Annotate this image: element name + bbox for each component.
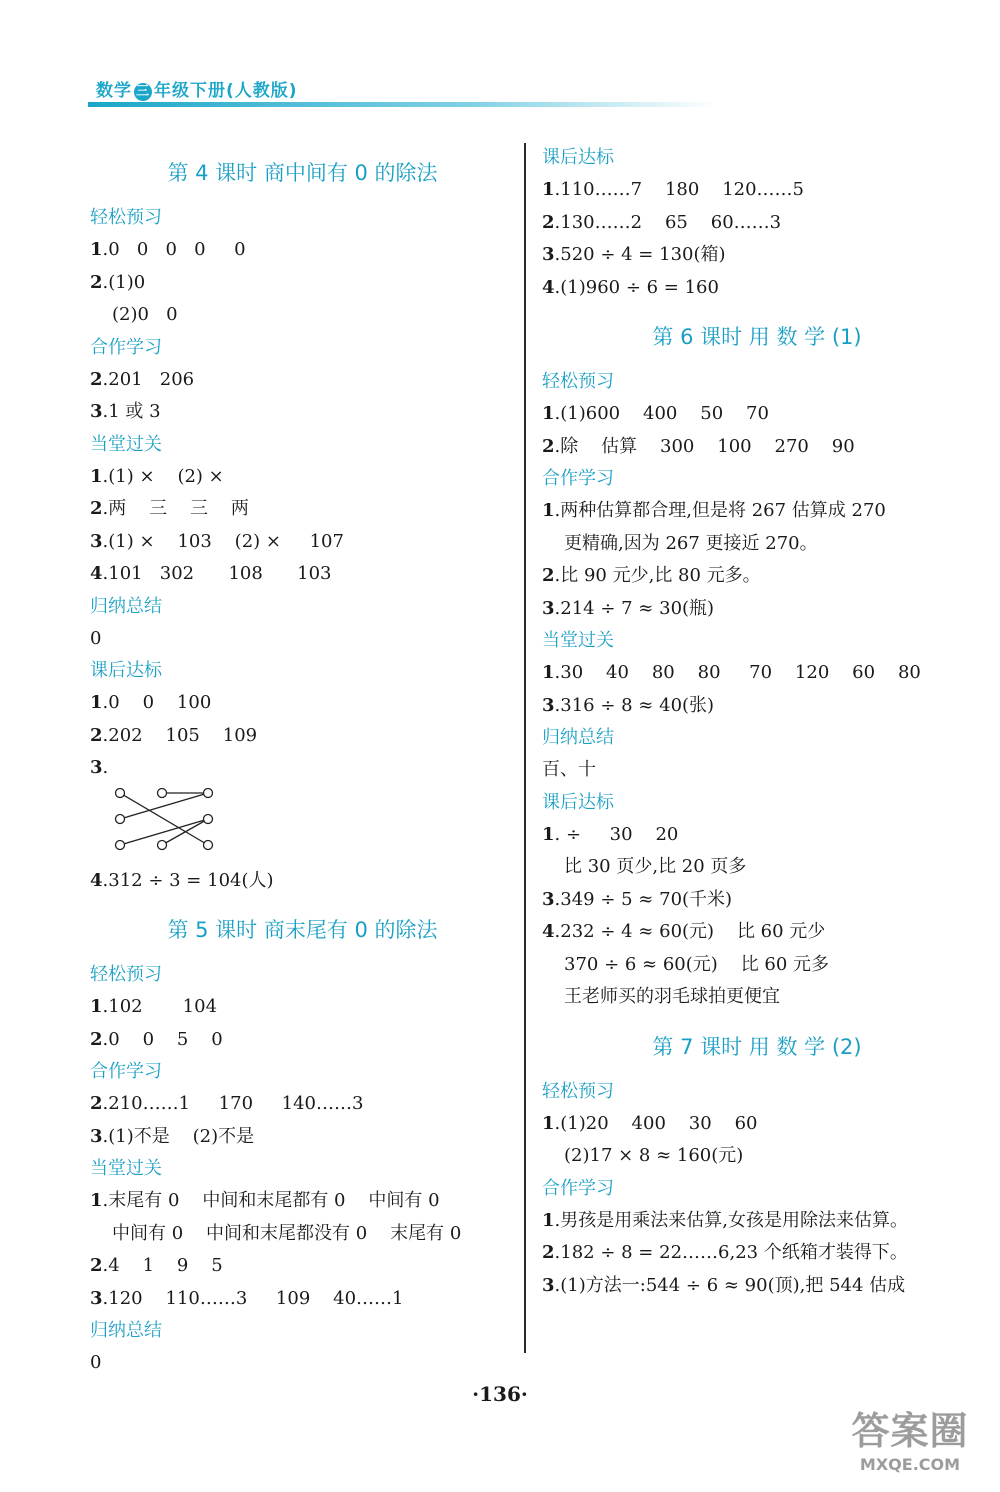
lesson-title: 第 4 课时 商中间有 0 的除法	[167, 161, 438, 185]
answer-with-figure	[90, 752, 515, 785]
item-number: 2	[90, 368, 103, 390]
answer-line	[542, 949, 972, 982]
answer-line	[90, 526, 515, 559]
item-number: 1	[542, 500, 555, 521]
answer-text: .(1)0	[102, 271, 146, 293]
answer-text: .	[102, 757, 109, 778]
answer-line	[90, 1185, 515, 1218]
answer-line	[90, 1218, 515, 1251]
answer-line	[542, 1270, 972, 1303]
answer-line	[542, 528, 972, 561]
answer-text: .(1)不是 (2)不是	[102, 1125, 255, 1147]
answer-line	[542, 431, 972, 464]
answer-line	[90, 1121, 515, 1154]
answer-line	[542, 239, 972, 272]
answer-text: .30 40 80 80 70 120 60 80	[554, 662, 921, 683]
item-number: 2	[90, 724, 103, 746]
item-number: 3	[90, 401, 103, 422]
matching-dot	[116, 814, 125, 823]
page-number: ·136·	[472, 1382, 528, 1406]
section-heading: 归纳总结	[542, 727, 614, 748]
answer-line	[90, 364, 515, 397]
item-number: 3	[542, 1274, 555, 1296]
lesson-title: 第 6 课时 用 数 学 (1)	[652, 325, 862, 349]
answer-text: 0	[90, 627, 102, 649]
answer-text: (2)0 0	[112, 304, 178, 325]
item-number: 2	[90, 1093, 103, 1114]
item-number: 4	[90, 869, 103, 891]
answer-text: 比 30 页少,比 20 页多	[564, 856, 747, 877]
answer-line	[542, 174, 972, 207]
item-number: 3	[90, 1125, 103, 1147]
item-number: 3	[542, 244, 555, 265]
answer-text: .(1)960 ÷ 6 = 160	[554, 276, 719, 298]
section-heading: 课后达标	[542, 147, 614, 168]
answer-line	[90, 299, 515, 332]
answer-text: .349 ÷ 5 ≈ 70(千米)	[554, 888, 733, 910]
answer-line	[90, 1347, 515, 1380]
answer-text: .110……7 180 120……5	[554, 179, 804, 200]
watermark-url: MXQE.COM	[859, 1455, 961, 1474]
item-number: 2	[542, 565, 555, 586]
answer-text: .4 1 9 5	[102, 1255, 223, 1276]
answer-line	[542, 1108, 972, 1141]
item-number: 2	[90, 1028, 103, 1050]
matching-line	[120, 793, 208, 845]
answer-text: .316 ÷ 8 ≈ 40(张)	[554, 694, 715, 716]
right-column	[542, 142, 972, 1302]
section-heading: 课后达标	[542, 791, 614, 813]
item-number: 1	[542, 403, 555, 424]
matching-dot	[204, 788, 213, 797]
watermark	[830, 1400, 990, 1485]
answer-text: 中间有 0 中间和末尾都没有 0 末尾有 0	[112, 1222, 462, 1244]
answer-line	[90, 493, 515, 526]
matching-dot	[158, 788, 167, 797]
answer-line	[90, 461, 515, 494]
item-number: 4	[90, 563, 103, 584]
running-header	[96, 76, 298, 101]
answer-text: .(1) × 103 (2) × 107	[102, 530, 344, 552]
answer-line	[90, 396, 515, 429]
item-number: 1	[542, 823, 555, 845]
answer-text: .男孩是用乘法来估算,女孩是用除法来估算。	[554, 1209, 908, 1231]
item-number: 3	[542, 888, 555, 910]
item-number: 1	[90, 692, 103, 713]
answer-line	[90, 1088, 515, 1121]
answer-text: 更精确,因为 267 更接近 270。	[564, 532, 818, 554]
matching-dot	[204, 814, 213, 823]
section-heading: 轻松预习	[542, 371, 614, 392]
answer-text: .(1)600 400 50 70	[554, 403, 769, 424]
answer-text: .除 估算 300 100 270 90	[554, 435, 855, 457]
answer-line	[542, 398, 972, 431]
answer-text: .312 ÷ 3 = 104(人)	[102, 869, 274, 891]
item-number: 4	[542, 921, 555, 942]
item-number: 1	[90, 1190, 103, 1211]
item-number: 2	[542, 435, 555, 457]
column-divider	[524, 143, 526, 1353]
answer-line	[542, 272, 972, 305]
item-number: 3	[90, 757, 103, 778]
item-number: 1	[542, 1209, 555, 1231]
answer-line	[542, 495, 972, 528]
grade-badge: 三	[135, 84, 150, 99]
watermark-logo-text: 答案圈	[851, 1409, 969, 1453]
answer-line	[542, 754, 972, 787]
answer-text: 百、十	[542, 759, 596, 780]
answer-line	[542, 1140, 972, 1173]
answer-line	[542, 1205, 972, 1238]
item-number: 1	[90, 239, 103, 260]
section-heading: 轻松预习	[90, 207, 162, 228]
item-number: 3	[90, 530, 103, 552]
section-heading: 合作学习	[90, 1061, 162, 1082]
answer-text: .(1) × (2) ×	[102, 465, 224, 487]
header-rule	[88, 102, 718, 107]
answer-text: (2)17 × 8 ≈ 160(元)	[564, 1145, 744, 1166]
answer-text: .120 110……3 109 40……1	[102, 1287, 404, 1309]
answer-line	[542, 593, 972, 626]
answer-text: .1 或 3	[102, 401, 161, 422]
item-number: 1	[90, 465, 103, 487]
section-heading: 课后达标	[90, 660, 162, 681]
item-number: 2	[90, 271, 103, 293]
answer-text: .0 0 5 0	[102, 1028, 223, 1050]
section-heading: 归纳总结	[90, 595, 162, 617]
answer-text: .102 104	[102, 996, 218, 1017]
answer-line	[542, 1237, 972, 1270]
item-number: 2	[542, 1242, 555, 1263]
answer-text: .210……1 170 140……3	[102, 1093, 364, 1114]
answer-line	[90, 865, 515, 898]
answer-text: .两 三 三 两	[102, 498, 249, 519]
lesson-title: 第 7 课时 用 数 学 (2)	[652, 1034, 862, 1059]
item-number: 3	[90, 1287, 103, 1309]
item-number: 1	[90, 996, 103, 1017]
answer-text: .(1)方法一:544 ÷ 6 ≈ 90(顶),把 544 估成	[554, 1274, 906, 1296]
item-number: 2	[90, 498, 103, 519]
answer-line	[542, 884, 972, 917]
section-heading: 归纳总结	[90, 1320, 162, 1341]
item-number: 1	[542, 1112, 555, 1134]
answer-text: .0 0 0 0 0	[102, 239, 246, 260]
answer-line	[542, 981, 972, 1014]
answer-text: .0 0 100	[102, 692, 212, 713]
lesson-title: 第 5 课时 商末尾有 0 的除法	[167, 918, 438, 942]
answer-line	[542, 560, 972, 593]
answer-text: 370 ÷ 6 ≈ 60(元) 比 60 元多	[564, 953, 830, 975]
answer-text: .末尾有 0 中间和末尾都有 0 中间有 0	[102, 1190, 440, 1211]
answer-line	[90, 1250, 515, 1283]
answer-text: .232 ÷ 4 ≈ 60(元) 比 60 元少	[554, 921, 826, 942]
answer-line	[90, 267, 515, 300]
section-heading: 当堂过关	[90, 1158, 162, 1179]
answer-line	[542, 657, 972, 690]
answer-line	[90, 1024, 515, 1057]
answer-line	[90, 234, 515, 267]
item-number: 2	[542, 211, 555, 233]
answer-line	[542, 916, 972, 949]
matching-dot	[116, 788, 125, 797]
answer-text: 0	[90, 1352, 102, 1373]
answer-text: .214 ÷ 7 ≈ 30(瓶)	[554, 597, 715, 619]
section-heading: 轻松预习	[90, 964, 162, 985]
section-heading: 合作学习	[542, 1177, 614, 1199]
answer-text: .130……2 65 60……3	[554, 211, 782, 233]
item-number: 1	[542, 179, 555, 200]
answer-line	[90, 558, 515, 591]
section-heading: 轻松预习	[542, 1080, 614, 1102]
matching-dot	[204, 840, 213, 849]
answer-line	[542, 851, 972, 884]
answer-text: .两种估算都合理,但是将 267 估算成 270	[554, 500, 886, 521]
answer-line	[90, 687, 515, 720]
answer-line	[90, 1283, 515, 1316]
answer-line	[90, 991, 515, 1024]
answer-line	[542, 207, 972, 240]
item-number: 3	[542, 597, 555, 619]
header-rest: 年级下册(人教版)	[154, 81, 298, 101]
answer-text: . ÷ 30 20	[554, 823, 679, 845]
matching-figure	[110, 785, 230, 861]
answer-text: .比 90 元少,比 80 元多。	[554, 565, 761, 586]
answer-text: .182 ÷ 8 = 22……6,23 个纸箱才装得下。	[554, 1242, 908, 1263]
section-heading: 当堂过关	[542, 630, 614, 651]
matching-dot	[116, 840, 125, 849]
item-number: 2	[90, 1255, 103, 1276]
item-number: 3	[542, 694, 555, 716]
section-heading: 合作学习	[90, 336, 162, 358]
item-number: 1	[542, 662, 555, 683]
section-heading: 当堂过关	[90, 433, 162, 455]
answer-text: .(1)20 400 30 60	[554, 1112, 758, 1134]
item-number: 4	[542, 276, 555, 298]
answer-text: .201 206	[102, 368, 195, 390]
answer-text: .520 ÷ 4 = 130(箱)	[554, 244, 726, 265]
left-column	[90, 140, 515, 1380]
section-heading: 合作学习	[542, 468, 614, 489]
answer-text: .202 105 109	[102, 724, 258, 746]
answer-line	[90, 623, 515, 656]
answer-line	[542, 819, 972, 852]
matching-dot	[158, 840, 167, 849]
answer-line	[90, 720, 515, 753]
answer-text: .101 302 108 103	[102, 563, 332, 584]
header-subject: 数学	[96, 81, 132, 101]
answer-line	[542, 690, 972, 723]
answer-text: 王老师买的羽毛球拍更便宜	[564, 986, 780, 1007]
